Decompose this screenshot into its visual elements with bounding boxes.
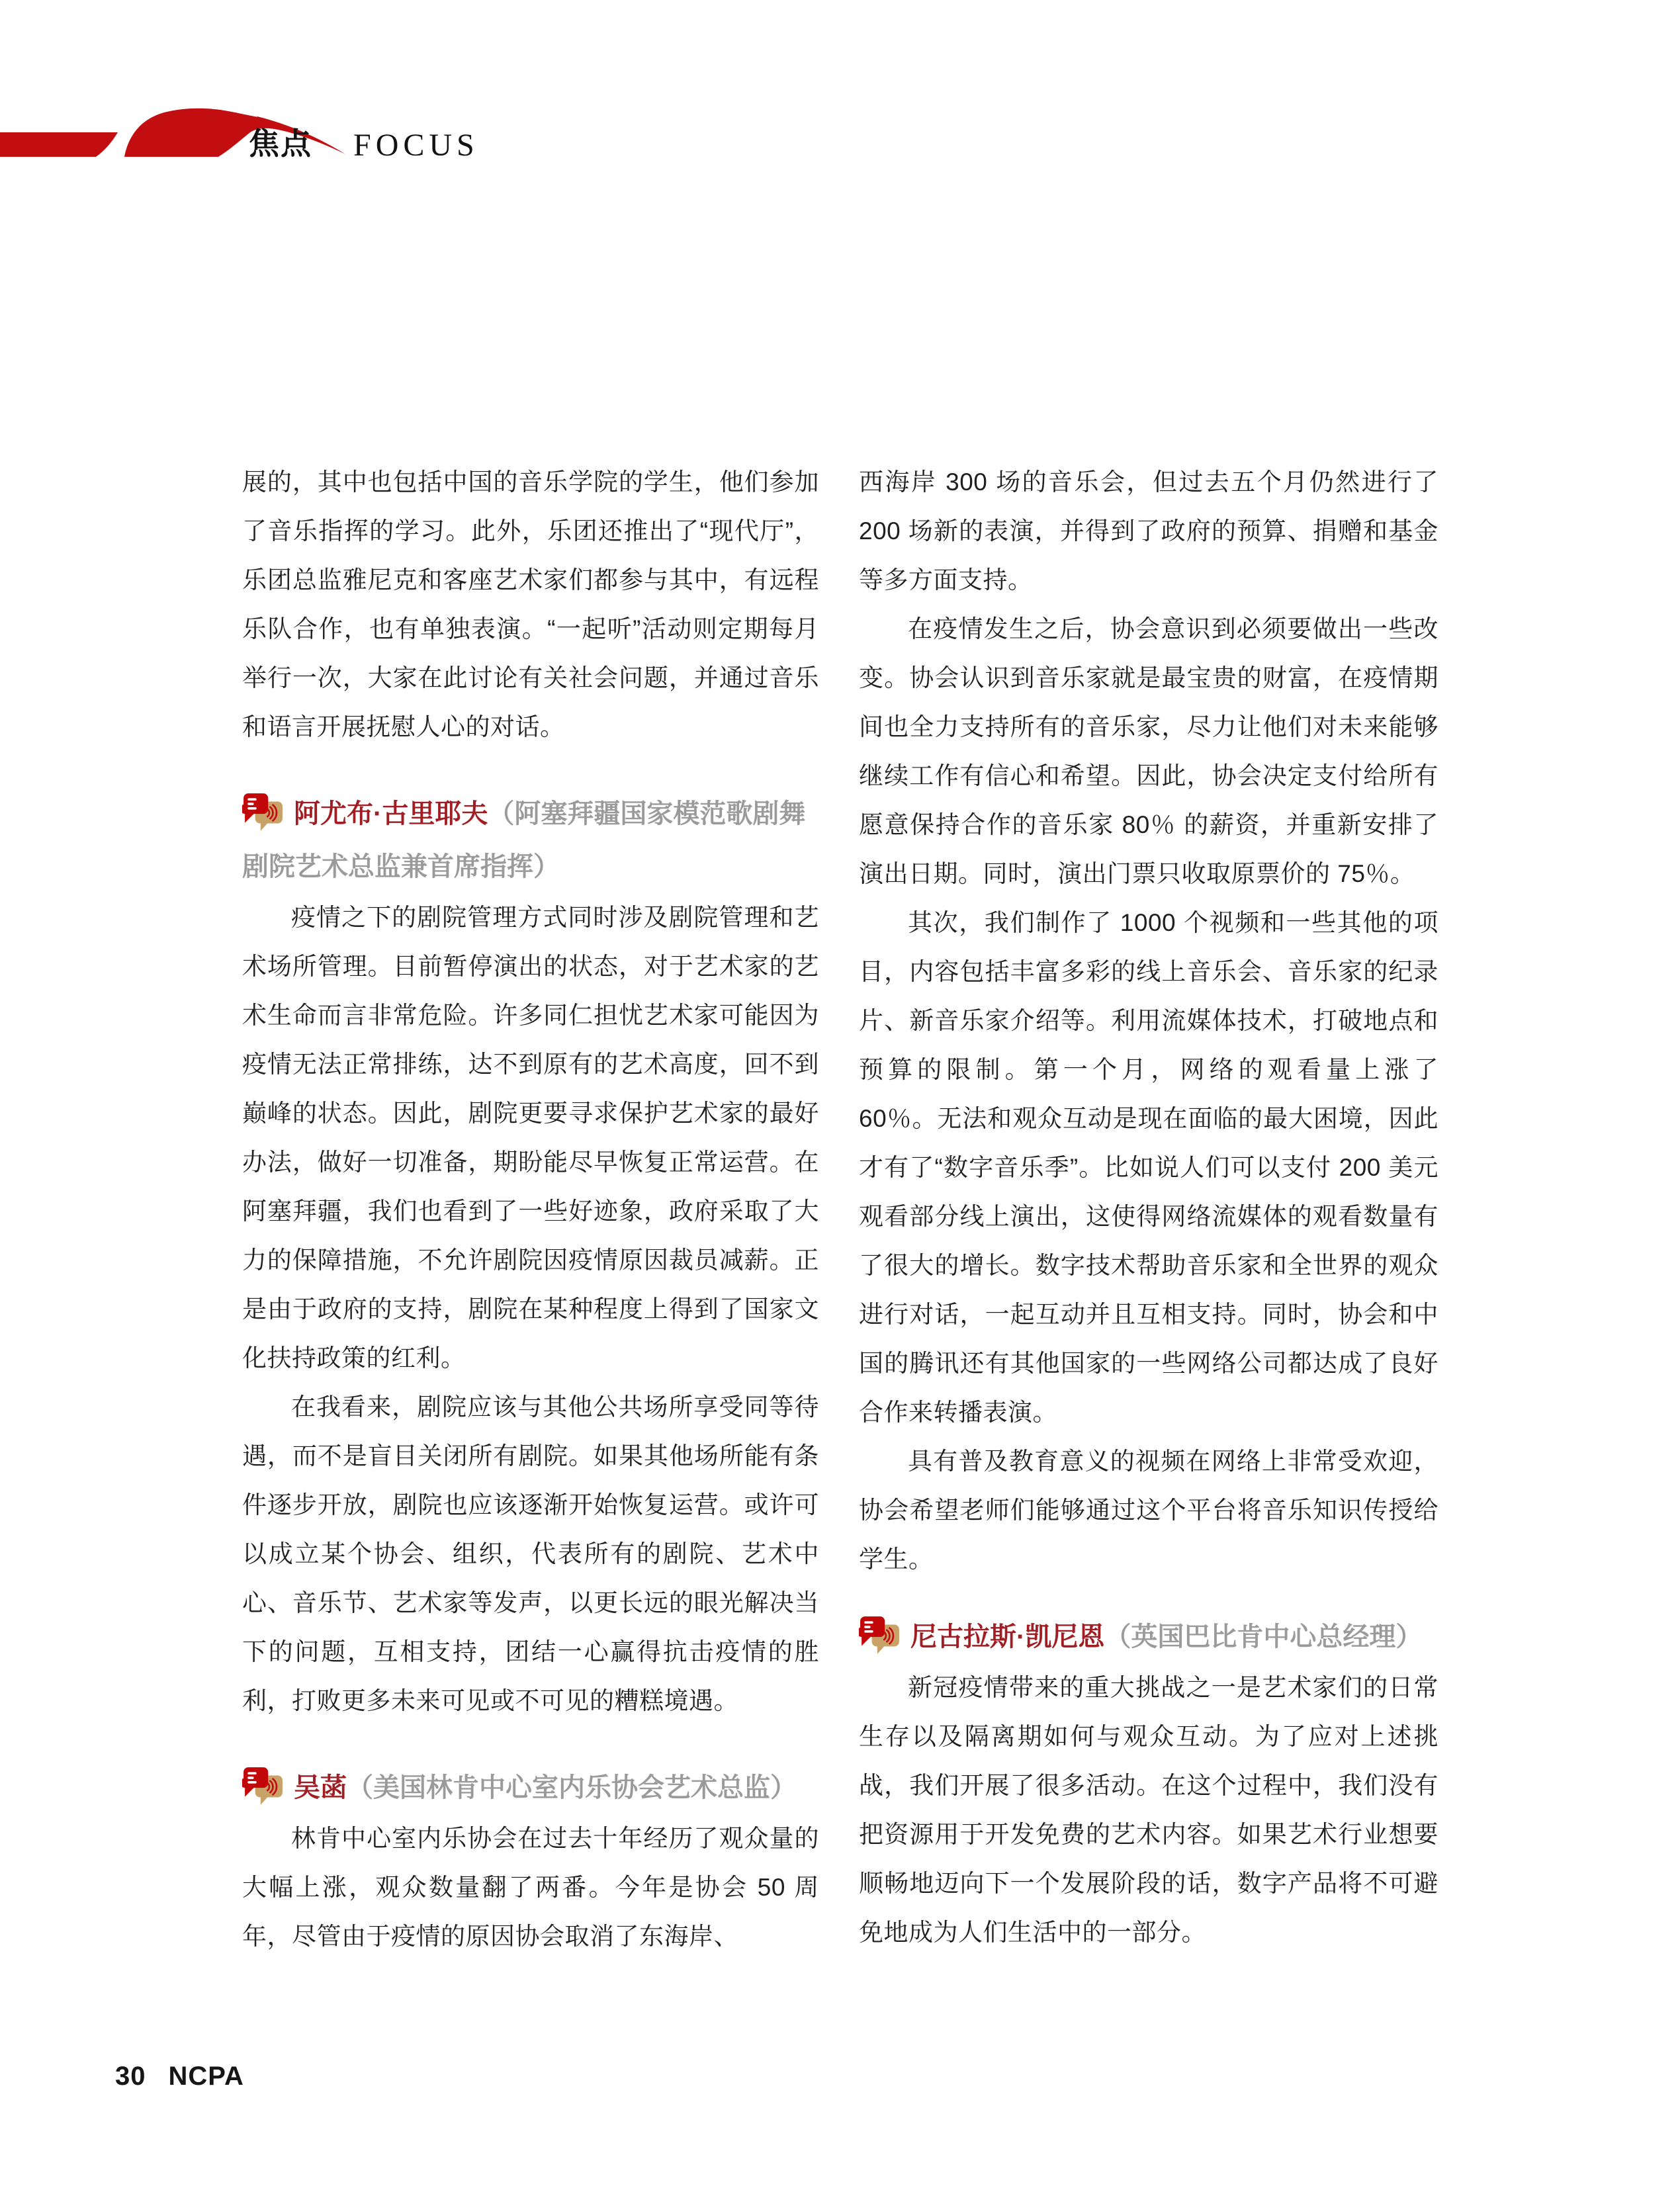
speaker-name: 吴菡 xyxy=(294,1773,347,1802)
speech-bubbles-icon xyxy=(859,1616,901,1655)
speaker-affiliation: （英国巴比肯中心总经理） xyxy=(1104,1622,1423,1651)
speaker-name: 阿尤布·古里耶夫 xyxy=(294,799,488,828)
speech-bubbles-icon xyxy=(242,793,285,832)
speaker-affiliation: （阿塞拜疆国家模范歌剧舞剧院艺术总监兼首席指挥） xyxy=(242,799,806,881)
paragraph: 新冠疫情带来的重大挑战之一是艺术家们的日常生存以及隔离期如何与观众互动。为了应对上述挑战，我们开展了很多活动。在这个过程中，我们没有把资源用于开发免费的艺术内容。如果艺术行业想要顺畅地迈向下一个发展阶段的话，数字产品将不可避免地成为人们生活中的一部分。 xyxy=(859,1674,1438,1946)
speaker-affiliation: （美国林肯中心室内乐协会艺术总监） xyxy=(347,1773,797,1802)
speech-bubbles-icon xyxy=(242,1767,285,1806)
paragraph: 林肯中心室内乐协会在过去十年经历了观众量的大幅上涨，观众数量翻了两番。今年是协会 50 周年，尽管由于疫情的原因协会取消了东海岸、 xyxy=(242,1825,819,1950)
section-title-en: FOCUS xyxy=(353,128,479,163)
speaker-heading-wuhan xyxy=(242,1761,819,1814)
paragraph: 疫情之下的剧院管理方式同时涉及剧院管理和艺术场所管理。目前暂停演出的状态，对于艺术家的艺术生命而言非常危险。许多同仁担忧艺术家可能因为疫情无法正常排练，达不到原有的艺术高度，回不到巅峰的状态。因此，剧院更要寻求保护艺术家的最好办法，做好一切准备，期盼能尽早恢复正常运营。在阿塞拜疆，我们也看到了一些好迹象，政府采取了大力的保障措施，不允许剧院因疫情原因裁员减薪。正是由于政府的支持，剧院在某种程度上得到了国家文化扶持政策的红利。 xyxy=(242,904,819,1372)
logo-bar-shape xyxy=(0,132,118,157)
paragraph-continued: 西海岸 300 场的音乐会，但过去五个月仍然进行了 200 场新的表演，并得到了政府的预算、捐赠和基金等多方面支持。 xyxy=(859,468,1438,593)
right-column xyxy=(859,458,1438,1957)
paragraph: 在我看来，剧院应该与其他公共场所享受同等待遇，而不是盲目关闭所有剧院。如果其他场所能有条件逐步开放，剧院也应该逐渐开始恢复运营。或许可以成立某个协会、组织，代表所有的剧院、艺术中心、音乐节、艺术家等发声，以更长远的眼光解决当下的问题，互相支持，团结一心赢得抗击疫情的胜利，打败更多未来可见或不可见的糟糕境遇。 xyxy=(242,1393,819,1714)
left-column xyxy=(242,458,819,1961)
speaker-heading-kenyon xyxy=(859,1610,1438,1663)
paragraph: 其次，我们制作了 1000 个视频和一些其他的项目，内容包括丰富多彩的线上音乐会、音乐家的纪录片、新音乐家介绍等。利用流媒体技术，打破地点和预算的限制。第一个月，网络的观看量上涨了 60％。无法和观众互动是现在面临的最大困境，因此才有了“数字音乐季”。比如说人们可以支付 200 美元观看部分线上演出，这使得网络流媒体的观看数量有了很大的增长。数字技术帮助音乐家和全世界的观众进行对话，一起互动并且互相支持。同时，协会和中国的腾讯还有其他国家的一些网络公司都达成了良好合作来转播表演。 xyxy=(859,909,1438,1426)
speaker-name: 尼古拉斯·凯尼恩 xyxy=(910,1622,1105,1651)
speaker-heading-guliyev xyxy=(242,787,819,893)
section-title-zh: 焦点 xyxy=(249,126,312,161)
paragraph: 在疫情发生之后，协会意识到必须要做出一些改变。协会认识到音乐家就是最宝贵的财富，在疫情期间也全力支持所有的音乐家，尽力让他们对未来能够继续工作有信心和希望。因此，协会决定支付给所有愿意保持合作的音乐家 80％ 的薪资，并重新安排了演出日期。同时，演出门票只收取原票价的 75％。 xyxy=(859,615,1438,887)
page-number: 30 xyxy=(115,2062,146,2091)
paragraph-continued: 展的，其中也包括中国的音乐学院的学生，他们参加了音乐指挥的学习。此外，乐团还推出了“现代厅”，乐团总监雅尼克和客座艺术家们都参与其中，有远程乐队合作，也有单独表演。“一起听”活动则定期每月举行一次，大家在此讨论有关社会问题，并通过音乐和语言开展抚慰人心的对话。 xyxy=(242,468,819,740)
paragraph: 具有普及教育意义的视频在网络上非常受欢迎，协会希望老师们能够通过这个平台将音乐知识传授给学生。 xyxy=(859,1448,1438,1573)
brand-mark: NCPA xyxy=(168,2062,244,2091)
page-footer xyxy=(115,2062,244,2091)
